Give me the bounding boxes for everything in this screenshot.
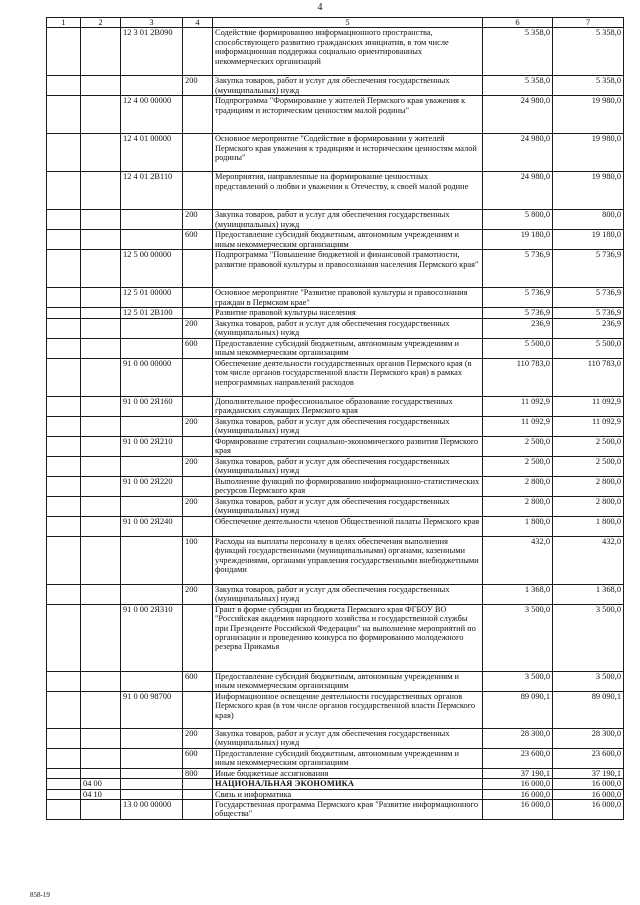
- amount-year1-cell: 37 190,1: [483, 768, 553, 778]
- target-article-cell: 91 0 00 2Я210: [121, 436, 183, 456]
- col1-cell: [47, 250, 81, 288]
- table-row: [47, 789, 624, 799]
- section-cell: [81, 172, 121, 210]
- target-article-cell: [121, 338, 183, 358]
- table-row: [47, 416, 624, 436]
- expense-type-cell: [183, 96, 213, 134]
- amount-year1-cell: 24 980,0: [483, 172, 553, 210]
- expense-type-cell: [183, 779, 213, 789]
- table-row: [47, 691, 624, 728]
- amount-year1-cell: 2 500,0: [483, 456, 553, 476]
- section-cell: [81, 318, 121, 338]
- expense-type-cell: 200: [183, 210, 213, 230]
- expense-type-cell: [183, 308, 213, 318]
- amount-year2-cell: 19 180,0: [553, 230, 624, 250]
- expense-type-cell: 600: [183, 748, 213, 768]
- expense-type-cell: 200: [183, 318, 213, 338]
- amount-year1-cell: 5 500,0: [483, 338, 553, 358]
- amount-year1-cell: 11 092,9: [483, 396, 553, 416]
- target-article-cell: 91 0 00 2Я240: [121, 516, 183, 536]
- expense-type-cell: 200: [183, 416, 213, 436]
- section-cell: [81, 250, 121, 288]
- table-row: [47, 536, 624, 584]
- target-article-cell: [121, 76, 183, 96]
- expense-type-cell: 200: [183, 728, 213, 748]
- header-cell: 5: [213, 18, 483, 28]
- amount-year2-cell: 23 600,0: [553, 748, 624, 768]
- amount-year1-cell: 16 000,0: [483, 800, 553, 820]
- section-cell: [81, 584, 121, 604]
- col1-cell: [47, 28, 81, 76]
- col1-cell: [47, 76, 81, 96]
- section-cell: [81, 436, 121, 456]
- target-article-cell: 12 4 01 00000: [121, 134, 183, 172]
- table-row: [47, 779, 624, 789]
- section-cell: [81, 338, 121, 358]
- amount-year1-cell: 5 736,9: [483, 308, 553, 318]
- section-cell: [81, 358, 121, 396]
- amount-year1-cell: 11 092,9: [483, 416, 553, 436]
- amount-year2-cell: 5 736,9: [553, 288, 624, 308]
- amount-year1-cell: 5 358,0: [483, 76, 553, 96]
- col1-cell: [47, 456, 81, 476]
- col1-cell: [47, 134, 81, 172]
- description-cell: Подпрограмма "Формирование у жителей Пермского края уважения к традициям и историческим ценностям малой родины": [213, 96, 483, 134]
- amount-year2-cell: 16 000,0: [553, 789, 624, 799]
- header-row: [47, 18, 624, 28]
- expense-type-cell: 800: [183, 768, 213, 778]
- description-cell: Связь и информатика: [213, 789, 483, 799]
- description-cell: Подпрограмма "Повышение бюджетной и финансовой грамотности, развитие правовой культуры и правосознания населения Пермского края": [213, 250, 483, 288]
- amount-year2-cell: 110 783,0: [553, 358, 624, 396]
- table-row: [47, 604, 624, 671]
- amount-year2-cell: 16 000,0: [553, 800, 624, 820]
- target-article-cell: 91 0 00 2Я310: [121, 604, 183, 671]
- target-article-cell: 12 4 01 2В110: [121, 172, 183, 210]
- col1-cell: [47, 496, 81, 516]
- description-cell: Предоставление субсидий бюджетным, автономным учреждениям и иным некоммерческим организациям: [213, 671, 483, 691]
- col1-cell: [47, 768, 81, 778]
- amount-year2-cell: 5 500,0: [553, 338, 624, 358]
- header-cell: 2: [81, 18, 121, 28]
- table-row: [47, 76, 624, 96]
- col1-cell: [47, 358, 81, 396]
- expense-type-cell: 200: [183, 584, 213, 604]
- header-cell: 6: [483, 18, 553, 28]
- amount-year1-cell: 3 500,0: [483, 671, 553, 691]
- description-cell: Закупка товаров, работ и услуг для обеспечения государственных (муниципальных) нужд: [213, 416, 483, 436]
- expense-type-cell: [183, 789, 213, 799]
- expense-type-cell: 600: [183, 230, 213, 250]
- col1-cell: [47, 800, 81, 820]
- table-row: [47, 496, 624, 516]
- expense-type-cell: [183, 288, 213, 308]
- col1-cell: [47, 789, 81, 799]
- amount-year1-cell: 16 000,0: [483, 789, 553, 799]
- description-cell: Содействие формированию информационного пространства, способствующего развитию гражданских инициатив, в том числе информационная поддержка социально ориентированных некоммерческих организаций: [213, 28, 483, 76]
- section-cell: [81, 516, 121, 536]
- amount-year1-cell: 2 800,0: [483, 476, 553, 496]
- expense-type-cell: [183, 172, 213, 210]
- table-row: [47, 318, 624, 338]
- description-cell: Обеспечение деятельности государственных органов Пермского края (в том числе органов государственной власти Пермского края) в рамках непрограммных направлений расходов: [213, 358, 483, 396]
- expense-type-cell: [183, 800, 213, 820]
- col1-cell: [47, 604, 81, 671]
- section-cell: [81, 476, 121, 496]
- document-code: 858-19: [30, 891, 50, 899]
- expense-type-cell: [183, 358, 213, 396]
- section-cell: [81, 416, 121, 436]
- description-cell: Предоставление субсидий бюджетным, автономным учреждениям и иным некоммерческим организациям: [213, 748, 483, 768]
- amount-year1-cell: 89 090,1: [483, 691, 553, 728]
- amount-year1-cell: 5 358,0: [483, 28, 553, 76]
- table-row: [47, 748, 624, 768]
- col1-cell: [47, 308, 81, 318]
- table-row: [47, 210, 624, 230]
- target-article-cell: [121, 536, 183, 584]
- header-cell: 7: [553, 18, 624, 28]
- table-row: [47, 456, 624, 476]
- table-row: [47, 671, 624, 691]
- description-cell: Информационное освещение деятельности государственных органов Пермского края (в том числе органов государственной власти Пермского края): [213, 691, 483, 728]
- target-article-cell: [121, 230, 183, 250]
- expense-type-cell: [183, 134, 213, 172]
- description-cell: Государственная программа Пермского края "Развитие информационного общества": [213, 800, 483, 820]
- table-row: [47, 358, 624, 396]
- section-cell: [81, 76, 121, 96]
- description-cell: Предоставление субсидий бюджетным, автономным учреждениям и иным некоммерческим организациям: [213, 230, 483, 250]
- table-row: [47, 288, 624, 308]
- target-article-cell: 12 5 00 00000: [121, 250, 183, 288]
- col1-cell: [47, 584, 81, 604]
- amount-year2-cell: 1 368,0: [553, 584, 624, 604]
- table-row: [47, 308, 624, 318]
- description-cell: Расходы на выплаты персоналу в целях обеспечения выполнения функций государственными (муниципальными) органами, казенными учреждениями, органами управления государственными внебюджетными фондами: [213, 536, 483, 584]
- description-cell: Закупка товаров, работ и услуг для обеспечения государственных (муниципальных) нужд: [213, 584, 483, 604]
- expense-type-cell: [183, 604, 213, 671]
- section-cell: 04 00: [81, 779, 121, 789]
- expense-type-cell: 200: [183, 456, 213, 476]
- amount-year2-cell: 28 300,0: [553, 728, 624, 748]
- section-cell: [81, 456, 121, 476]
- table-row: [47, 338, 624, 358]
- section-cell: [81, 671, 121, 691]
- table-row: [47, 476, 624, 496]
- amount-year2-cell: 432,0: [553, 536, 624, 584]
- expense-type-cell: 200: [183, 76, 213, 96]
- description-cell: Закупка товаров, работ и услуг для обеспечения государственных (муниципальных) нужд: [213, 456, 483, 476]
- col1-cell: [47, 748, 81, 768]
- amount-year1-cell: 28 300,0: [483, 728, 553, 748]
- expense-type-cell: [183, 28, 213, 76]
- description-cell: НАЦИОНАЛЬНАЯ ЭКОНОМИКА: [213, 779, 483, 789]
- section-cell: 04 10: [81, 789, 121, 799]
- col1-cell: [47, 172, 81, 210]
- expense-type-cell: [183, 396, 213, 416]
- amount-year2-cell: 5 358,0: [553, 28, 624, 76]
- amount-year2-cell: 19 980,0: [553, 96, 624, 134]
- target-article-cell: [121, 748, 183, 768]
- target-article-cell: 13 0 00 00000: [121, 800, 183, 820]
- col1-cell: [47, 318, 81, 338]
- target-article-cell: [121, 318, 183, 338]
- amount-year1-cell: 5 800,0: [483, 210, 553, 230]
- target-article-cell: 91 0 00 00000: [121, 358, 183, 396]
- expense-type-cell: 600: [183, 671, 213, 691]
- col1-cell: [47, 96, 81, 134]
- section-cell: [81, 728, 121, 748]
- section-cell: [81, 230, 121, 250]
- amount-year1-cell: 5 736,9: [483, 250, 553, 288]
- amount-year2-cell: 1 800,0: [553, 516, 624, 536]
- target-article-cell: 91 0 00 98700: [121, 691, 183, 728]
- amount-year2-cell: 16 000,0: [553, 779, 624, 789]
- section-cell: [81, 308, 121, 318]
- expense-type-cell: 100: [183, 536, 213, 584]
- col1-cell: [47, 416, 81, 436]
- table-row: [47, 172, 624, 210]
- amount-year2-cell: 19 980,0: [553, 172, 624, 210]
- amount-year1-cell: 24 980,0: [483, 134, 553, 172]
- target-article-cell: [121, 789, 183, 799]
- amount-year2-cell: 5 736,9: [553, 250, 624, 288]
- header-cell: 3: [121, 18, 183, 28]
- target-article-cell: [121, 584, 183, 604]
- description-cell: Закупка товаров, работ и услуг для обеспечения государственных (муниципальных) нужд: [213, 728, 483, 748]
- table-row: [47, 28, 624, 76]
- table-row: [47, 230, 624, 250]
- description-cell: Закупка товаров, работ и услуг для обеспечения государственных (муниципальных) нужд: [213, 318, 483, 338]
- target-article-cell: 12 5 01 2В100: [121, 308, 183, 318]
- section-cell: [81, 28, 121, 76]
- amount-year2-cell: 236,9: [553, 318, 624, 338]
- amount-year1-cell: 16 000,0: [483, 779, 553, 789]
- col1-cell: [47, 671, 81, 691]
- amount-year2-cell: 11 092,9: [553, 416, 624, 436]
- amount-year2-cell: 11 092,9: [553, 396, 624, 416]
- target-article-cell: 12 3 01 2В090: [121, 28, 183, 76]
- description-cell: Формирование стратегии социально-экономического развития Пермского края: [213, 436, 483, 456]
- amount-year1-cell: 236,9: [483, 318, 553, 338]
- page-number: 4: [317, 2, 323, 13]
- description-cell: Развитие правовой культуры населения: [213, 308, 483, 318]
- header-cell: 1: [47, 18, 81, 28]
- description-cell: Основное мероприятие "Содействие в формировании у жителей Пермского края уважения к традициям и историческим ценностям малой родины": [213, 134, 483, 172]
- amount-year2-cell: 2 800,0: [553, 496, 624, 516]
- description-cell: Закупка товаров, работ и услуг для обеспечения государственных (муниципальных) нужд: [213, 76, 483, 96]
- amount-year1-cell: 1 800,0: [483, 516, 553, 536]
- amount-year1-cell: 2 800,0: [483, 496, 553, 516]
- description-cell: Дополнительное профессиональное образование государственных гражданских служащих Пермского края: [213, 396, 483, 416]
- section-cell: [81, 96, 121, 134]
- col1-cell: [47, 210, 81, 230]
- col1-cell: [47, 516, 81, 536]
- section-cell: [81, 134, 121, 172]
- section-cell: [81, 536, 121, 584]
- col1-cell: [47, 230, 81, 250]
- amount-year2-cell: 5 736,9: [553, 308, 624, 318]
- expense-type-cell: 600: [183, 338, 213, 358]
- target-article-cell: 12 5 01 00000: [121, 288, 183, 308]
- amount-year2-cell: 5 358,0: [553, 76, 624, 96]
- expense-type-cell: [183, 436, 213, 456]
- col1-cell: [47, 436, 81, 456]
- table-row: [47, 96, 624, 134]
- amount-year2-cell: 800,0: [553, 210, 624, 230]
- section-cell: [81, 396, 121, 416]
- description-cell: Иные бюджетные ассигнования: [213, 768, 483, 778]
- description-cell: Основное мероприятие "Развитие правовой культуры и правосознания граждан в Пермском крае": [213, 288, 483, 308]
- table-row: [47, 800, 624, 820]
- amount-year2-cell: 37 190,1: [553, 768, 624, 778]
- target-article-cell: [121, 496, 183, 516]
- amount-year1-cell: 2 500,0: [483, 436, 553, 456]
- expense-type-cell: 200: [183, 496, 213, 516]
- table-row: [47, 728, 624, 748]
- amount-year2-cell: 3 500,0: [553, 671, 624, 691]
- section-cell: [81, 768, 121, 778]
- amount-year1-cell: 24 980,0: [483, 96, 553, 134]
- description-cell: Закупка товаров, работ и услуг для обеспечения государственных (муниципальных) нужд: [213, 210, 483, 230]
- amount-year1-cell: 432,0: [483, 536, 553, 584]
- budget-table: [46, 17, 624, 820]
- description-cell: Мероприятия, направленные на формирование ценностных представлений о любви и уважении к Отечеству, к своей малой родине: [213, 172, 483, 210]
- section-cell: [81, 604, 121, 671]
- target-article-cell: [121, 210, 183, 230]
- description-cell: Грант в форме субсидии из бюджета Пермского края ФГБОУ ВО "Российская академия народного хозяйства и государственной службы при Президенте Российской Федерации" на выполнение мероприятий по организации и проведению конкурса по формированию молодежного резерва Прикамья: [213, 604, 483, 671]
- section-cell: [81, 288, 121, 308]
- target-article-cell: 12 4 00 00000: [121, 96, 183, 134]
- description-cell: Обеспечение деятельности членов Общественной палаты Пермского края: [213, 516, 483, 536]
- table-row: [47, 436, 624, 456]
- description-cell: Закупка товаров, работ и услуг для обеспечения государственных (муниципальных) нужд: [213, 496, 483, 516]
- section-cell: [81, 691, 121, 728]
- amount-year1-cell: 23 600,0: [483, 748, 553, 768]
- section-cell: [81, 748, 121, 768]
- amount-year2-cell: 2 500,0: [553, 456, 624, 476]
- section-cell: [81, 800, 121, 820]
- target-article-cell: [121, 779, 183, 789]
- target-article-cell: [121, 671, 183, 691]
- target-article-cell: [121, 768, 183, 778]
- amount-year2-cell: 2 800,0: [553, 476, 624, 496]
- table-row: [47, 396, 624, 416]
- expense-type-cell: [183, 516, 213, 536]
- target-article-cell: [121, 728, 183, 748]
- target-article-cell: [121, 416, 183, 436]
- col1-cell: [47, 779, 81, 789]
- table-row: [47, 516, 624, 536]
- col1-cell: [47, 476, 81, 496]
- amount-year2-cell: 2 500,0: [553, 436, 624, 456]
- table-row: [47, 584, 624, 604]
- expense-type-cell: [183, 250, 213, 288]
- col1-cell: [47, 536, 81, 584]
- col1-cell: [47, 691, 81, 728]
- amount-year1-cell: 3 500,0: [483, 604, 553, 671]
- amount-year2-cell: 3 500,0: [553, 604, 624, 671]
- target-article-cell: 91 0 00 2Я160: [121, 396, 183, 416]
- section-cell: [81, 210, 121, 230]
- target-article-cell: [121, 456, 183, 476]
- col1-cell: [47, 728, 81, 748]
- col1-cell: [47, 338, 81, 358]
- description-cell: Предоставление субсидий бюджетным, автономным учреждениям и иным некоммерческим организациям: [213, 338, 483, 358]
- table-row: [47, 250, 624, 288]
- table-row: [47, 768, 624, 778]
- section-cell: [81, 496, 121, 516]
- amount-year1-cell: 110 783,0: [483, 358, 553, 396]
- amount-year1-cell: 5 736,9: [483, 288, 553, 308]
- amount-year1-cell: 19 180,0: [483, 230, 553, 250]
- table-row: [47, 134, 624, 172]
- expense-type-cell: [183, 691, 213, 728]
- header-cell: 4: [183, 18, 213, 28]
- col1-cell: [47, 288, 81, 308]
- expense-type-cell: [183, 476, 213, 496]
- amount-year2-cell: 89 090,1: [553, 691, 624, 728]
- amount-year1-cell: 1 368,0: [483, 584, 553, 604]
- amount-year2-cell: 19 980,0: [553, 134, 624, 172]
- col1-cell: [47, 396, 81, 416]
- target-article-cell: 91 0 00 2Я220: [121, 476, 183, 496]
- description-cell: Выполнение функций по формированию информационно-статистических ресурсов Пермского края: [213, 476, 483, 496]
